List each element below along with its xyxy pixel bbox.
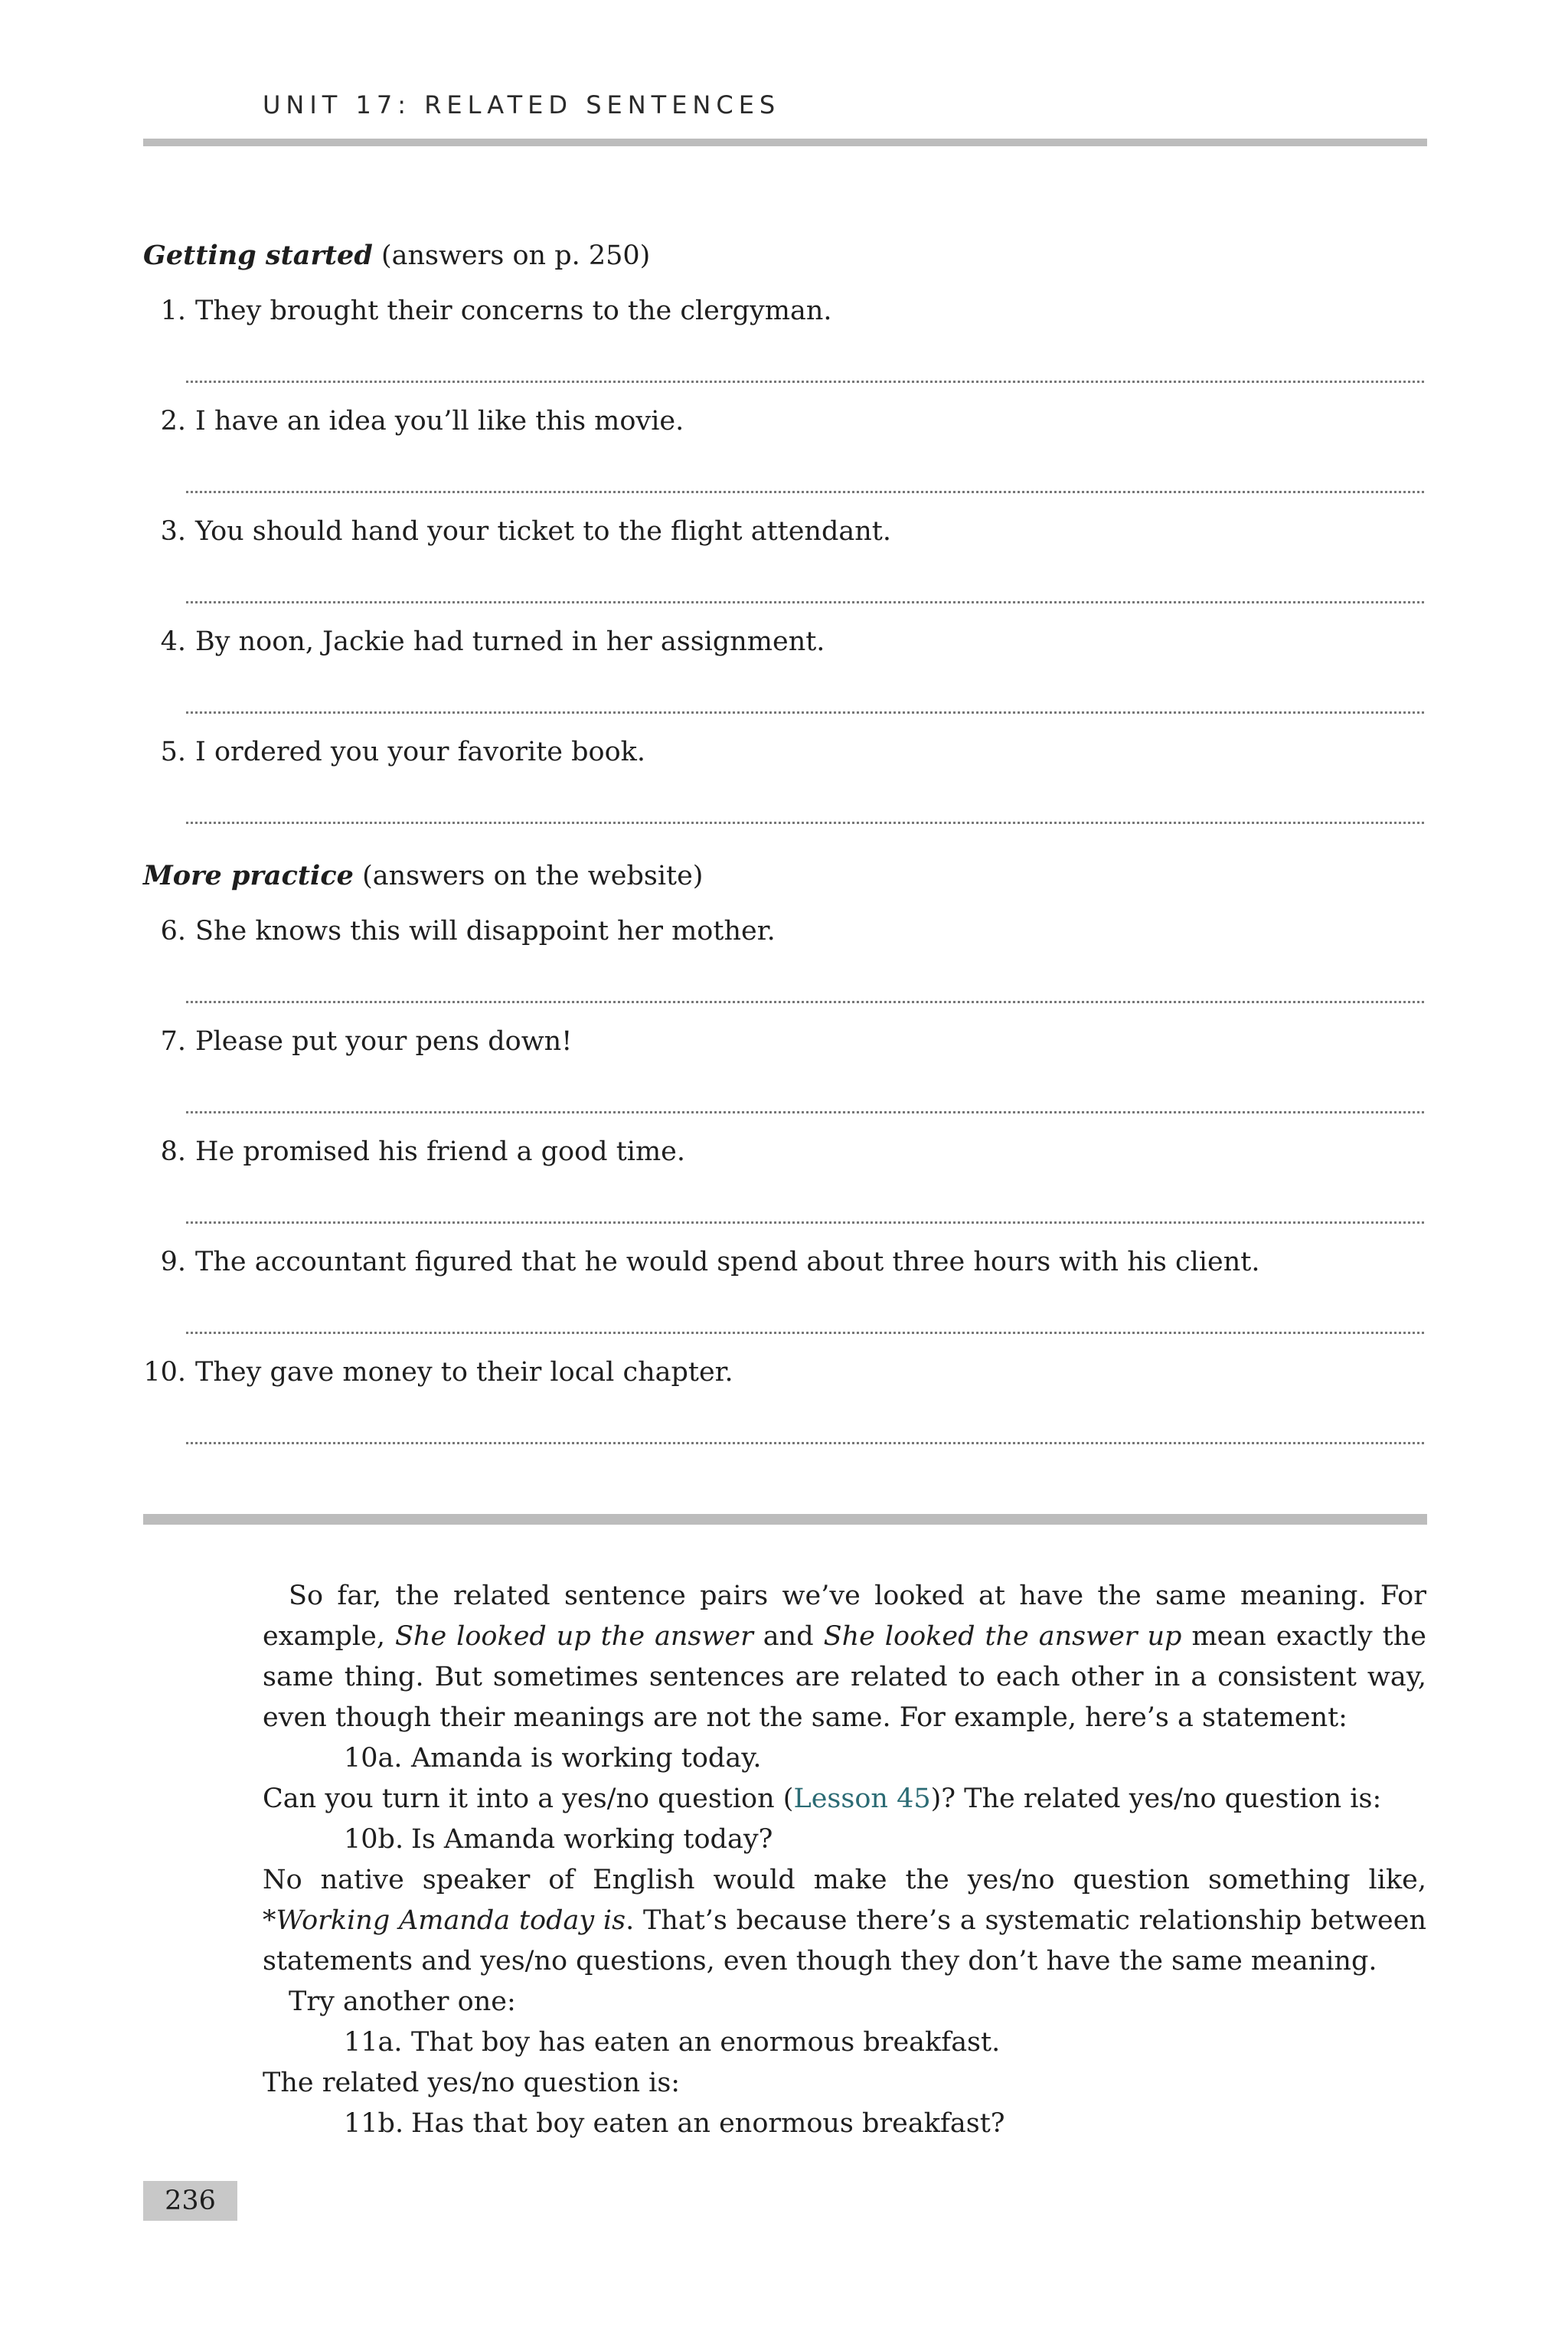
item-sentence: He promised his friend a good time. [195, 1136, 685, 1167]
answer-line[interactable] [186, 822, 1424, 824]
item-number: 5. [160, 737, 186, 767]
text-run: and [753, 1621, 824, 1652]
exercise-item [143, 408, 684, 435]
italic-example: Working Amanda today is [276, 1905, 626, 1936]
more-practice-label: More practice [143, 860, 354, 891]
item-sentence: Please put your pens down! [195, 1026, 573, 1057]
item-number: 4. [160, 626, 186, 657]
italic-example: She looked the answer up [823, 1621, 1182, 1652]
item-sentence: The accountant figured that he would spend about three hours with his client. [195, 1247, 1260, 1277]
exercise-item [143, 518, 891, 545]
item-sentence: I ordered you your favorite book. [195, 737, 645, 767]
text-run: Can you turn it into a yes/no question ( [263, 1784, 794, 1814]
header-rule [143, 139, 1427, 146]
section-divider [143, 1514, 1427, 1525]
paragraph [263, 1576, 1426, 1738]
answer-line[interactable] [186, 491, 1424, 493]
answer-line[interactable] [186, 1442, 1424, 1444]
text-run: So far, the related sentence pairs we’ve looked at have the same meaning. For example, [263, 1581, 1426, 1652]
paragraph: Try another one: [289, 1986, 516, 2017]
example-label: 11b. [344, 2108, 404, 2139]
paragraph [263, 1860, 1426, 1982]
item-number: 10. [143, 1357, 186, 1388]
running-header: UNIT 17: RELATED SENTENCES [263, 90, 781, 119]
exercise-item [143, 739, 645, 766]
body-text [263, 1576, 1426, 2144]
exercise-item [143, 298, 832, 325]
text-run: . That’s because there’s a systematic relationship between statements and yes/no questions, even though they don’t have the same meaning. [263, 1905, 1427, 1976]
text-run: )? The related yes/no question is: [930, 1784, 1382, 1814]
example-text: Is Amanda working today? [411, 1824, 773, 1855]
page-number: 236 [143, 2181, 237, 2221]
item-sentence: You should hand your ticket to the flight attendant. [195, 516, 891, 547]
answer-line[interactable] [186, 381, 1424, 383]
example-label: 10a. [344, 1743, 403, 1774]
answer-line[interactable] [186, 711, 1424, 714]
item-sentence: She knows this will disappoint her mother. [195, 916, 776, 947]
item-number: 8. [160, 1136, 186, 1167]
exercise-item [143, 1028, 572, 1055]
example-sentence [263, 2104, 1426, 2144]
item-sentence: They brought their concerns to the clergyman. [195, 296, 832, 326]
item-sentence: By noon, Jackie had turned in her assignment. [195, 626, 825, 657]
answer-line[interactable] [186, 1001, 1424, 1003]
answer-line[interactable] [186, 601, 1424, 603]
example-label: 10b. [344, 1824, 404, 1855]
exercise-item [143, 1249, 1259, 1276]
item-number: 7. [160, 1026, 186, 1057]
more-practice-heading [143, 862, 703, 890]
item-number: 3. [160, 516, 186, 547]
paragraph: The related yes/no question is: [263, 2068, 681, 2098]
item-number: 1. [160, 296, 186, 326]
item-number: 9. [160, 1247, 186, 1277]
exercise-item [143, 918, 776, 945]
item-sentence: They gave money to their local chapter. [195, 1357, 733, 1388]
text-run: No native speaker of English would make the yes/no question something like, * [263, 1865, 1426, 1936]
paragraph [263, 1779, 1426, 1820]
example-text: That boy has eaten an enormous breakfast. [411, 2027, 1001, 2058]
exercise-item [143, 626, 825, 657]
answer-line[interactable] [186, 1111, 1424, 1113]
item-sentence: I have an idea you’ll like this movie. [195, 406, 684, 436]
example-text: Amanda is working today. [411, 1743, 762, 1774]
example-sentence [263, 1820, 1426, 1860]
exercise-item [143, 1359, 733, 1386]
example-sentence [263, 2022, 1426, 2063]
getting-started-heading [143, 242, 650, 270]
example-label: 11a. [344, 2027, 403, 2058]
exercise-item [143, 1136, 685, 1167]
answer-line[interactable] [186, 1332, 1424, 1334]
more-practice-note: (answers on the website) [362, 861, 704, 891]
italic-example: She looked up the answer [394, 1621, 753, 1652]
getting-started-note: (answers on p. 250) [381, 240, 651, 271]
example-text: Has that boy eaten an enormous breakfast? [411, 2108, 1005, 2139]
answer-line[interactable] [186, 1221, 1424, 1224]
item-number: 2. [160, 406, 186, 436]
item-number: 6. [160, 916, 186, 947]
lesson-link[interactable]: Lesson 45 [793, 1784, 931, 1814]
example-sentence [263, 1738, 1426, 1779]
text-run: mean exactly the same thing. But sometimes sentences are related to each other in a consistent way, even though their meanings are not the same. For example, here’s a statement: [263, 1621, 1426, 1733]
getting-started-label: Getting started [143, 240, 373, 271]
